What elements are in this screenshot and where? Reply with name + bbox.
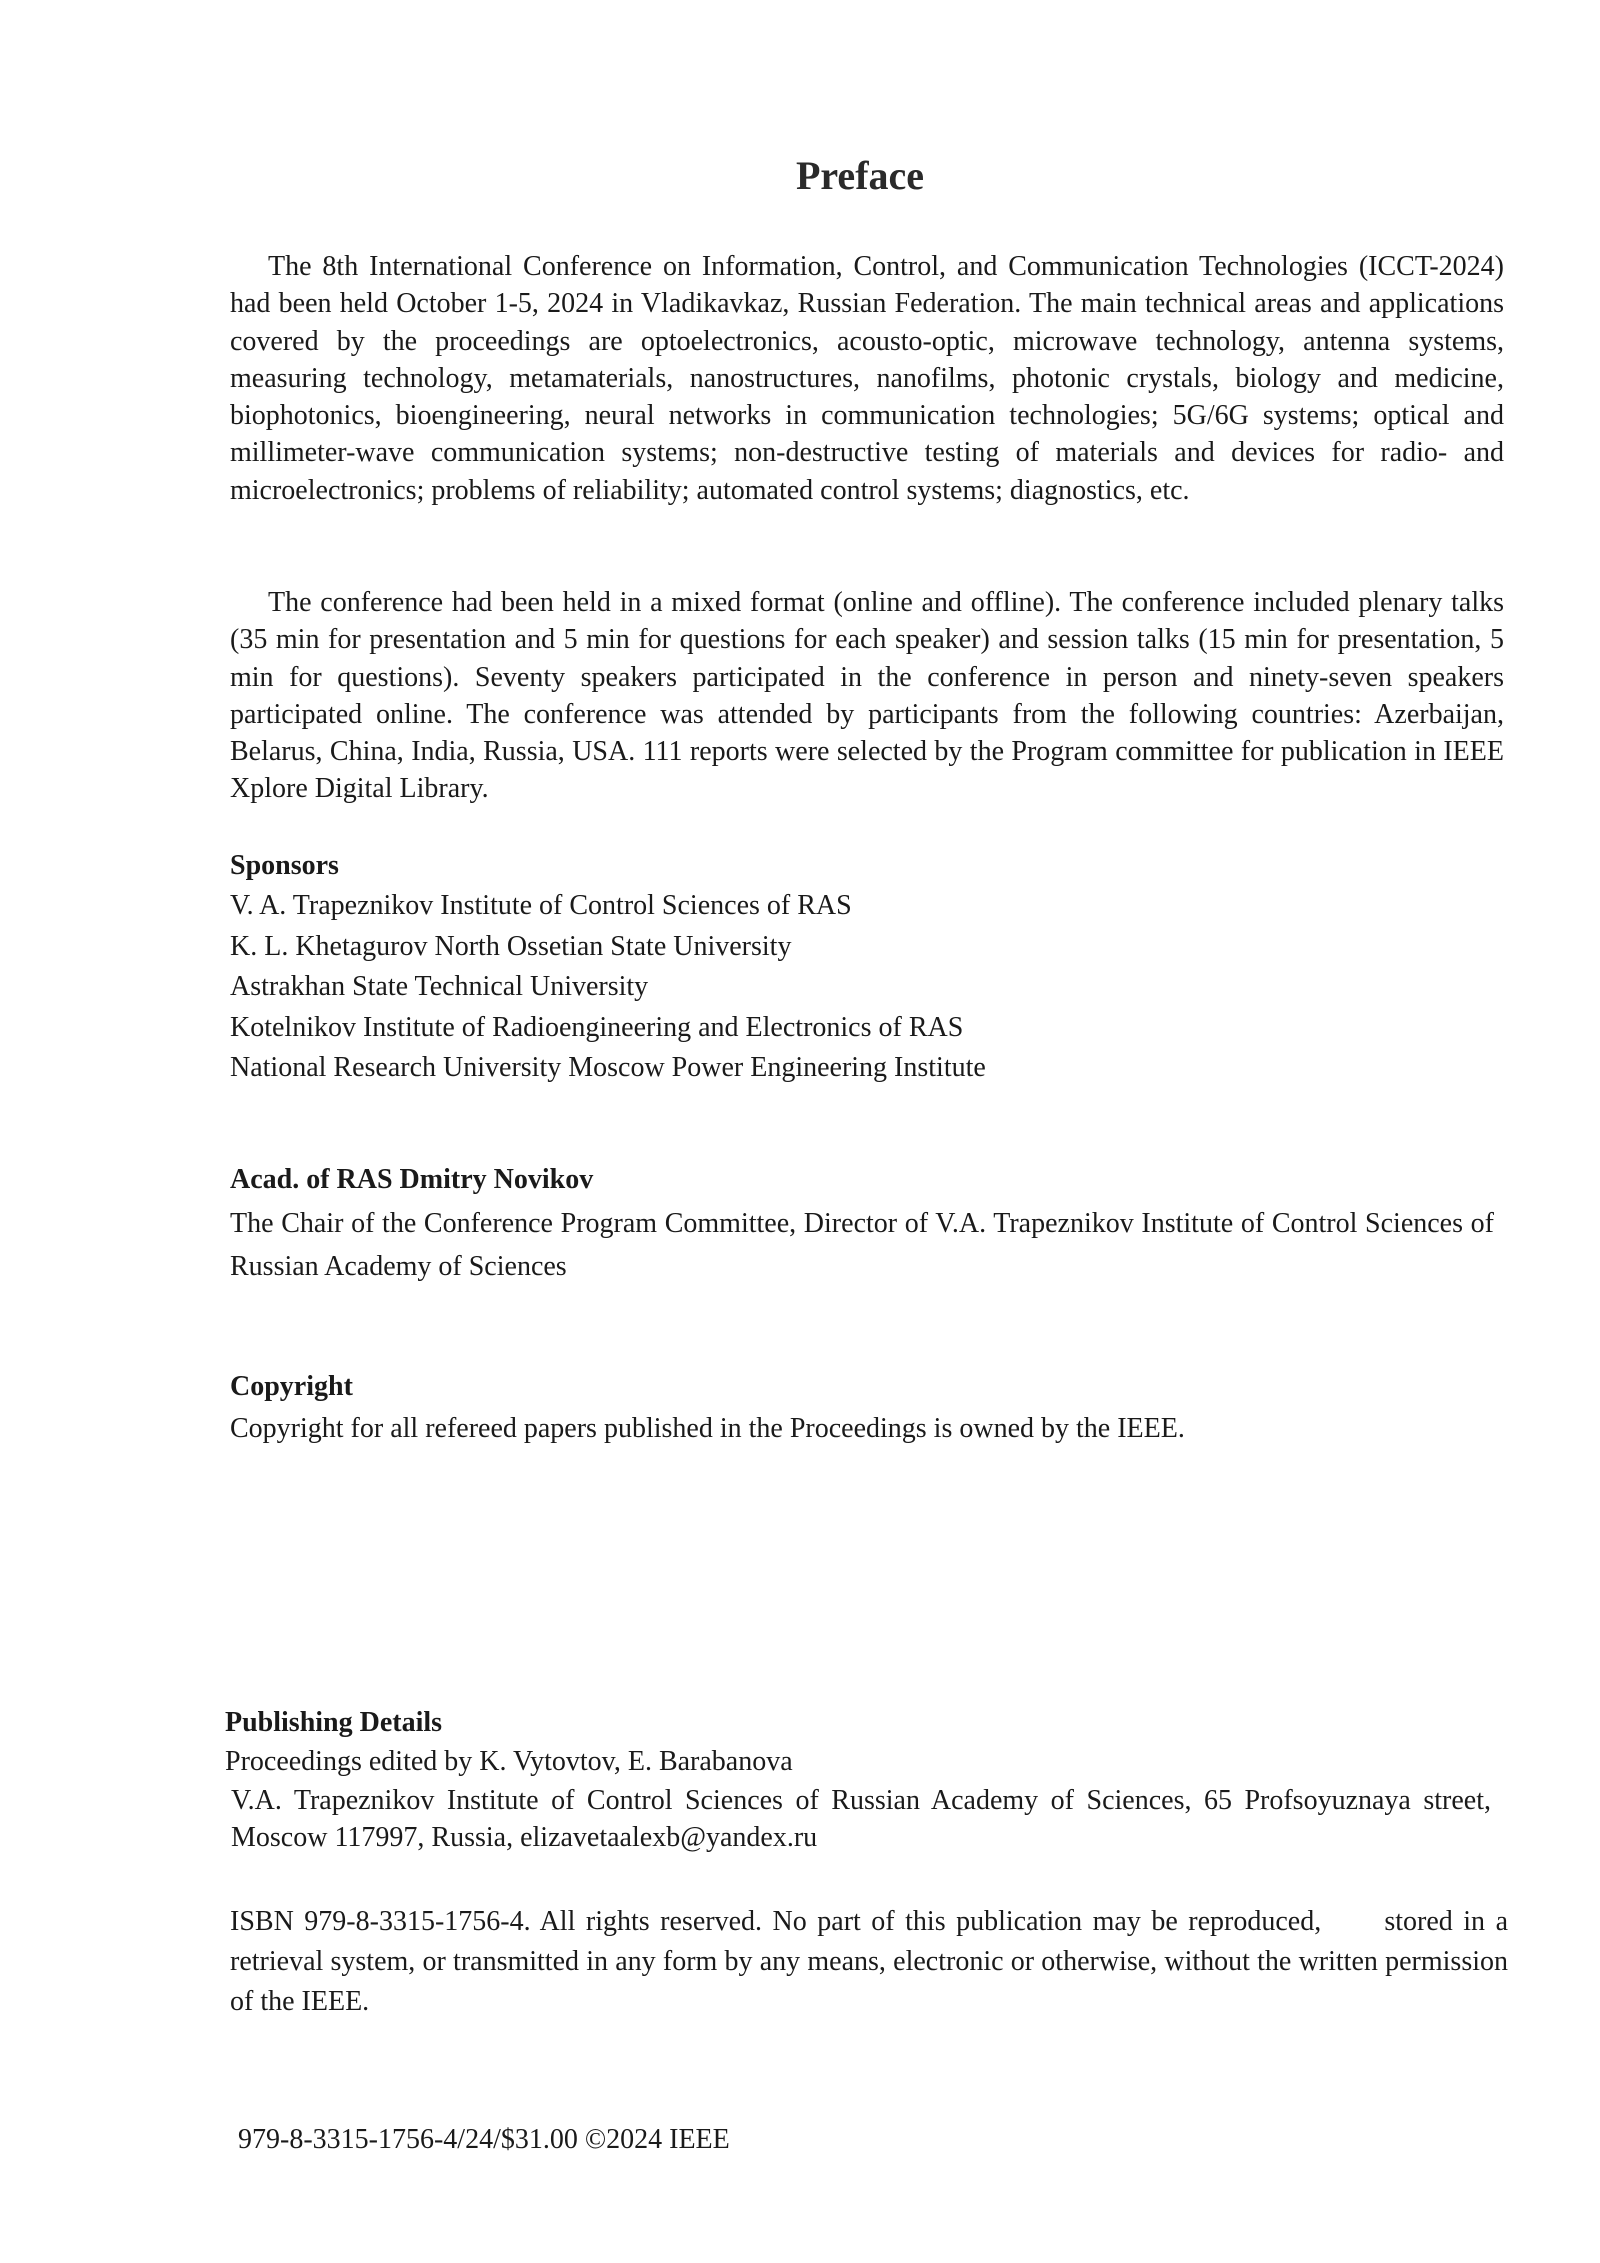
sponsor-item: National Research University Moscow Power Engineering Institute — [230, 1052, 986, 1084]
publishing-editors: Proceedings edited by K. Vytovtov, E. Barabanova — [225, 1746, 793, 1777]
chair-name: Acad. of RAS Dmitry Novikov — [230, 1164, 594, 1195]
copyright-section — [230, 1367, 1504, 1449]
format-paragraph: The conference had been held in a mixed format (online and offline). The conference included plenary talks (35 min for presentation and 5 min for questions for each speaker) and session talks (15 min for presentation, 5 min for questions). Seventy speakers participated in the conference in person and ninety-seven speakers participated online. The conference was attended by participants from the following countries: Azerbaijan, Belarus, China, India, Russia, USA. 111 reports were selected by the Program committee for publication in IEEE Xplore Digital Library. — [230, 587, 1504, 805]
publishing-section — [225, 1703, 1499, 1856]
chair-section — [230, 1160, 1504, 1288]
chair-description: The Chair of the Conference Program Committee, Director of V.A. Trapeznikov Institute of Control Sciences of Russian Academy of Sciences — [230, 1208, 1494, 1282]
isbn-notice: ISBN 979-8-3315-1756-4. All rights reserved. No part of this publication may be reproduced, stored in a retrieval system, or transmitted in any form by any means, electronic or otherwise, without the written permission of the IEEE. — [230, 1906, 1515, 2017]
publishing-address: V.A. Trapeznikov Institute of Control Sciences of Russian Academy of Sciences, 65 Profsoyuznaya street, Moscow 117997, Russia, elizavetaalexb@yandex.ru — [231, 1785, 1491, 1853]
page-title: Preface — [795, 153, 925, 198]
copyright-heading: Copyright — [230, 1371, 353, 1402]
sponsor-item: Astrakhan State Technical University — [230, 971, 649, 1003]
intro-paragraph: The 8th International Conference on Information, Control, and Communication Technologies (ICCT-2024) had been held October 1-5, 2024 in Vladikavkaz, Russian Federation. The main technical areas and applications covered by the proceedings are optoelectronics, acousto-optic, microwave technology, antenna systems, measuring technology, metamaterials, nanostructures, nanofilms, photonic crystals, biology and medicine, biophotonics, bioengineering, neural networks in communication technologies; 5G/6G systems; optical and millimeter-wave communication systems; non-destructive testing of materials and devices for radio- and microelectronics; problems of reliability; automated control systems; diagnostics, etc. — [230, 251, 1504, 506]
sponsor-item: Kotelnikov Institute of Radioengineering and Electronics of RAS — [230, 1011, 964, 1043]
copyright-text: Copyright for all refereed papers published in the Proceedings is owned by the IEEE. — [230, 1413, 1185, 1444]
sponsors-section — [230, 846, 1504, 1089]
sponsors-heading: Sponsors — [230, 850, 339, 881]
footer-copyright-code: 979-8-3315-1756-4/24/$31.00 ©2024 IEEE — [238, 2124, 730, 2155]
sponsor-item: V. A. Trapeznikov Institute of Control Sciences of RAS — [230, 890, 852, 921]
sponsor-item: K. L. Khetagurov North Ossetian State University — [230, 930, 792, 962]
publishing-heading: Publishing Details — [225, 1707, 443, 1738]
